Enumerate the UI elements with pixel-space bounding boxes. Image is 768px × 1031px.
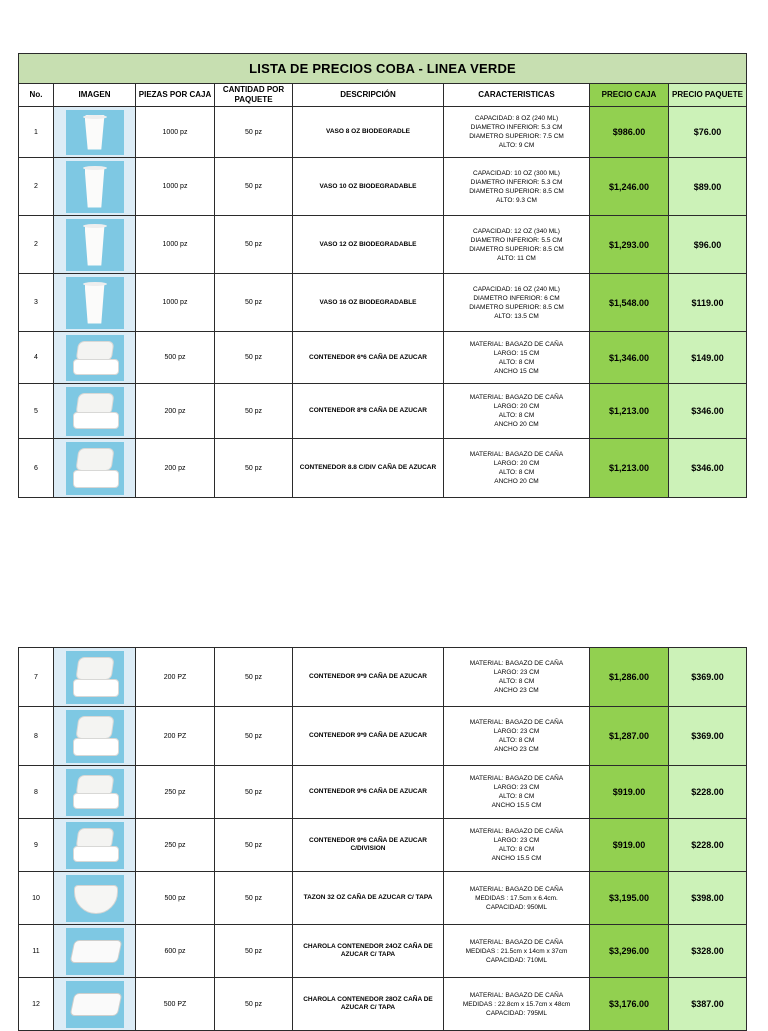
caracteristicas <box>444 978 590 1031</box>
row-number: 2 <box>19 216 54 274</box>
precio-paquete: $76.00 <box>669 107 747 158</box>
caracteristicas <box>444 158 590 216</box>
caracteristica-line: DIAMETRO INFERIOR: 6 CM <box>473 294 560 302</box>
row-number: 12 <box>19 978 54 1031</box>
caracteristicas <box>444 107 590 158</box>
descripcion: CHAROLA CONTENEDOR 24OZ CAÑA DE AZUCAR C/ TAPA <box>293 925 444 978</box>
caracteristica-line: ANCHO 23 CM <box>494 687 539 694</box>
table-row <box>19 158 747 216</box>
product-image <box>54 819 136 872</box>
caracteristica-line: MATERIAL: BAGAZO DE CAÑA <box>469 660 564 667</box>
precio-paquete: $346.00 <box>669 384 747 439</box>
descripcion: CONTENEDOR 9*9 CAÑA DE AZUCAR <box>293 648 444 707</box>
container-icon <box>66 442 124 495</box>
caracteristica-line: ALTO: 8 CM <box>498 846 535 853</box>
container-icon <box>66 710 124 763</box>
descripcion: CHAROLA CONTENEDOR 28OZ CAÑA DE AZUCAR C/ TAPA <box>293 978 444 1031</box>
caracteristica-line: LARGO: 23 CM <box>493 784 540 791</box>
caracteristica-line: MATERIAL: BAGAZO DE CAÑA <box>469 828 564 835</box>
caracteristica-line: CAPACIDAD: 10 OZ (300 ML) <box>473 169 560 177</box>
caracteristica-line: LARGO: 15 CM <box>493 349 540 357</box>
caracteristica-line: ANCHO 23 CM <box>494 746 539 753</box>
table-row <box>19 107 747 158</box>
caracteristica-line: MATERIAL: BAGAZO DE CAÑA <box>469 885 564 893</box>
caracteristicas <box>444 819 590 872</box>
cantidad-por-paquete: 50 pz <box>215 274 293 332</box>
container-icon <box>66 387 124 436</box>
product-image <box>54 384 136 439</box>
product-image <box>54 978 136 1031</box>
price-table-2 <box>18 647 747 1031</box>
caracteristica-line: DIAMETRO SUPERIOR: 8.5 CM <box>469 303 564 311</box>
descripcion: TAZON 32 OZ CAÑA DE AZUCAR C/ TAPA <box>293 872 444 925</box>
product-image <box>54 766 136 819</box>
caracteristicas <box>444 274 590 332</box>
caracteristica-line: ALTO: 9.3 CM <box>496 196 537 204</box>
precio-paquete: $398.00 <box>669 872 747 925</box>
piezas-por-caja: 500 pz <box>136 332 215 384</box>
caracteristica-line: DIAMETRO INFERIOR: 5.3 CM <box>470 124 563 131</box>
caracteristica-line: CAPACIDAD: 16 OZ (240 ML) <box>473 285 560 293</box>
container-icon <box>66 335 124 381</box>
precio-caja: $1,293.00 <box>590 216 669 274</box>
piezas-por-caja: 1000 pz <box>136 274 215 332</box>
precio-paquete: $228.00 <box>669 819 747 872</box>
header-cantidad: CANTIDAD POR PAQUETE <box>215 84 293 107</box>
piezas-por-caja: 200 PZ <box>136 707 215 766</box>
piezas-por-caja: 1000 pz <box>136 107 215 158</box>
caracteristica-line: DIAMETRO INFERIOR: 5.5 CM <box>470 236 563 244</box>
row-number: 11 <box>19 925 54 978</box>
caracteristica-line: MATERIAL: BAGAZO DE CAÑA <box>469 394 564 401</box>
precio-caja: $3,176.00 <box>590 978 669 1031</box>
descripcion: VASO 8 OZ BIODEGRADLE <box>293 107 444 158</box>
caracteristica-line: ALTO: 11 CM <box>497 254 536 262</box>
product-image <box>54 925 136 978</box>
precio-caja: $1,346.00 <box>590 332 669 384</box>
row-number: 3 <box>19 274 54 332</box>
cup-icon <box>66 110 124 155</box>
product-image <box>54 274 136 332</box>
caracteristica-line: ALTO: 8 CM <box>498 358 535 366</box>
precio-paquete: $89.00 <box>669 158 747 216</box>
precio-caja: $1,548.00 <box>590 274 669 332</box>
descripcion: VASO 16 OZ BIODEGRADABLE <box>293 274 444 332</box>
precio-paquete: $387.00 <box>669 978 747 1031</box>
product-image <box>54 216 136 274</box>
caracteristica-line: MATERIAL: BAGAZO DE CAÑA <box>469 719 564 726</box>
descripcion: VASO 10 OZ BIODEGRADABLE <box>293 158 444 216</box>
cantidad-por-paquete: 50 pz <box>215 819 293 872</box>
product-image <box>54 158 136 216</box>
product-image <box>54 872 136 925</box>
row-number: 6 <box>19 439 54 498</box>
caracteristica-line: ALTO: 8 CM <box>498 737 535 744</box>
row-number: 9 <box>19 819 54 872</box>
cantidad-por-paquete: 50 pz <box>215 872 293 925</box>
header-row <box>19 84 747 107</box>
cantidad-por-paquete: 50 pz <box>215 978 293 1031</box>
caracteristicas <box>444 439 590 498</box>
product-image <box>54 107 136 158</box>
descripcion: VASO 12 OZ BIODEGRADABLE <box>293 216 444 274</box>
precio-paquete: $346.00 <box>669 439 747 498</box>
row-number: 4 <box>19 332 54 384</box>
row-number: 1 <box>19 107 54 158</box>
precio-caja: $1,287.00 <box>590 707 669 766</box>
piezas-por-caja: 200 pz <box>136 439 215 498</box>
caracteristicas <box>444 925 590 978</box>
caracteristica-line: MATERIAL: BAGAZO DE CAÑA <box>469 340 564 348</box>
precio-caja: $986.00 <box>590 107 669 158</box>
row-number: 7 <box>19 648 54 707</box>
table-row <box>19 766 747 819</box>
table-row <box>19 978 747 1031</box>
product-image <box>54 332 136 384</box>
row-number: 2 <box>19 158 54 216</box>
cantidad-por-paquete: 50 pz <box>215 158 293 216</box>
precio-caja: $3,195.00 <box>590 872 669 925</box>
cantidad-por-paquete: 50 pz <box>215 707 293 766</box>
product-image <box>54 439 136 498</box>
descripcion: CONTENEDOR 6*6 CAÑA DE AZUCAR <box>293 332 444 384</box>
descripcion: CONTENEDOR 9*6 CAÑA DE AZUCAR C/DIVISION <box>293 819 444 872</box>
piezas-por-caja: 200 PZ <box>136 648 215 707</box>
caracteristica-line: DIAMETRO SUPERIOR: 8.5 CM <box>469 187 564 195</box>
cantidad-por-paquete: 50 pz <box>215 216 293 274</box>
caracteristica-line: ALTO: 8 CM <box>498 793 535 800</box>
precio-caja: $3,296.00 <box>590 925 669 978</box>
cantidad-por-paquete: 50 pz <box>215 439 293 498</box>
caracteristica-line: ANCHO 15.5 CM <box>491 802 542 809</box>
cup-icon <box>66 219 124 271</box>
table-row <box>19 819 747 872</box>
caracteristicas <box>444 648 590 707</box>
table-row <box>19 439 747 498</box>
caracteristica-line: MEDIDAS : 17.5cm x 6.4cm. <box>475 894 558 902</box>
precio-paquete: $119.00 <box>669 274 747 332</box>
precio-caja: $1,213.00 <box>590 384 669 439</box>
caracteristica-line: LARGO: 20 CM <box>493 460 540 467</box>
caracteristica-line: ALTO: 8 CM <box>498 412 535 419</box>
table-row <box>19 707 747 766</box>
container-icon <box>66 769 124 816</box>
product-image <box>54 707 136 766</box>
piezas-por-caja: 1000 pz <box>136 216 215 274</box>
precio-caja: $919.00 <box>590 819 669 872</box>
cantidad-por-paquete: 50 pz <box>215 384 293 439</box>
header-imagen: IMAGEN <box>54 84 136 107</box>
header-descripcion: DESCRIPCIÓN <box>293 84 444 107</box>
caracteristica-line: ALTO: 8 CM <box>498 469 535 476</box>
header-caracteristicas: CARACTERISTICAS <box>444 84 590 107</box>
caracteristica-line: MEDIDAS : 21.5cm x 14cm x 37cm <box>465 947 568 955</box>
row-number: 10 <box>19 872 54 925</box>
table-row <box>19 872 747 925</box>
row-number: 8 <box>19 766 54 819</box>
precio-caja: $1,246.00 <box>590 158 669 216</box>
caracteristica-line: DIAMETRO SUPERIOR: 8.5 CM <box>469 245 564 253</box>
container-icon <box>66 651 124 704</box>
caracteristica-line: CAPACIDAD: 8 OZ (240 ML) <box>474 115 559 122</box>
table-row <box>19 216 747 274</box>
caracteristica-line: CAPACIDAD: 950ML <box>486 903 547 911</box>
caracteristica-line: ANCHO 20 CM <box>494 478 539 485</box>
precio-caja: $919.00 <box>590 766 669 819</box>
piezas-por-caja: 600 pz <box>136 925 215 978</box>
cup-icon <box>66 277 124 329</box>
caracteristica-line: LARGO: 23 CM <box>493 669 540 676</box>
precio-paquete: $149.00 <box>669 332 747 384</box>
caracteristica-line: MATERIAL: BAGAZO DE CAÑA <box>469 991 564 999</box>
page-title: LISTA DE PRECIOS COBA - LINEA VERDE <box>19 54 747 84</box>
caracteristica-line: ALTO: 8 CM <box>498 678 535 685</box>
cantidad-por-paquete: 50 pz <box>215 766 293 819</box>
precio-paquete: $369.00 <box>669 707 747 766</box>
header-no: No. <box>19 84 54 107</box>
caracteristica-line: MEDIDAS : 22.8cm x 15.7cm x 48cm <box>462 1000 571 1008</box>
bowl-icon <box>66 875 124 922</box>
row-number: 8 <box>19 707 54 766</box>
precio-paquete: $328.00 <box>669 925 747 978</box>
caracteristicas <box>444 384 590 439</box>
caracteristica-line: MATERIAL: BAGAZO DE CAÑA <box>469 775 564 782</box>
caracteristica-line: DIAMETRO SUPERIOR: 7.5 CM <box>469 133 564 140</box>
piezas-por-caja: 500 pz <box>136 872 215 925</box>
descripcion: CONTENEDOR 8.8 C/DIV CAÑA DE AZUCAR <box>293 439 444 498</box>
caracteristica-line: ALTO: 9 CM <box>498 142 535 149</box>
tray-icon <box>66 928 124 975</box>
caracteristicas <box>444 707 590 766</box>
header-piezas: PIEZAS POR CAJA <box>136 84 215 107</box>
descripcion: CONTENEDOR 9*9 CAÑA DE AZUCAR <box>293 707 444 766</box>
caracteristicas <box>444 216 590 274</box>
cantidad-por-paquete: 50 pz <box>215 332 293 384</box>
header-precio-paquete: PRECIO PAQUETE <box>669 84 747 107</box>
container-icon <box>66 822 124 869</box>
caracteristica-line: ANCHO 15 CM <box>494 367 539 375</box>
table-row <box>19 648 747 707</box>
table-row <box>19 332 747 384</box>
caracteristica-line: DIAMETRO INFERIOR: 5.3 CM <box>470 178 563 186</box>
cantidad-por-paquete: 50 pz <box>215 925 293 978</box>
caracteristica-line: MATERIAL: BAGAZO DE CAÑA <box>469 938 564 946</box>
piezas-por-caja: 200 pz <box>136 384 215 439</box>
piezas-por-caja: 250 pz <box>136 766 215 819</box>
piezas-por-caja: 500 PZ <box>136 978 215 1031</box>
header-precio-caja: PRECIO CAJA <box>590 84 669 107</box>
caracteristica-line: CAPACIDAD: 12 OZ (340 ML) <box>473 227 560 235</box>
caracteristica-line: CAPACIDAD: 795ML <box>486 1009 547 1017</box>
price-table-1 <box>18 53 747 498</box>
caracteristica-line: LARGO: 23 CM <box>493 728 540 735</box>
caracteristica-line: LARGO: 23 CM <box>493 837 540 844</box>
tray-icon <box>66 981 124 1028</box>
descripcion: CONTENEDOR 8*8 CAÑA DE AZUCAR <box>293 384 444 439</box>
caracteristicas <box>444 332 590 384</box>
table-row <box>19 274 747 332</box>
piezas-por-caja: 1000 pz <box>136 158 215 216</box>
caracteristicas <box>444 766 590 819</box>
caracteristica-line: ANCHO 20 CM <box>494 421 539 428</box>
caracteristica-line: MATERIAL: BAGAZO DE CAÑA <box>469 451 564 458</box>
cup-icon <box>66 161 124 213</box>
caracteristica-line: CAPACIDAD: 710ML <box>486 956 547 964</box>
precio-paquete: $228.00 <box>669 766 747 819</box>
caracteristica-line: ANCHO 15.5 CM <box>491 855 542 862</box>
table-row <box>19 384 747 439</box>
caracteristica-line: LARGO: 20 CM <box>493 403 540 410</box>
row-number: 5 <box>19 384 54 439</box>
caracteristica-line: ALTO: 13.5 CM <box>494 312 539 320</box>
precio-caja: $1,286.00 <box>590 648 669 707</box>
descripcion: CONTENEDOR 9*6 CAÑA DE AZUCAR <box>293 766 444 819</box>
precio-caja: $1,213.00 <box>590 439 669 498</box>
caracteristicas <box>444 872 590 925</box>
cantidad-por-paquete: 50 pz <box>215 107 293 158</box>
piezas-por-caja: 250 pz <box>136 819 215 872</box>
precio-paquete: $369.00 <box>669 648 747 707</box>
cantidad-por-paquete: 50 pz <box>215 648 293 707</box>
product-image <box>54 648 136 707</box>
table-row <box>19 925 747 978</box>
precio-paquete: $96.00 <box>669 216 747 274</box>
